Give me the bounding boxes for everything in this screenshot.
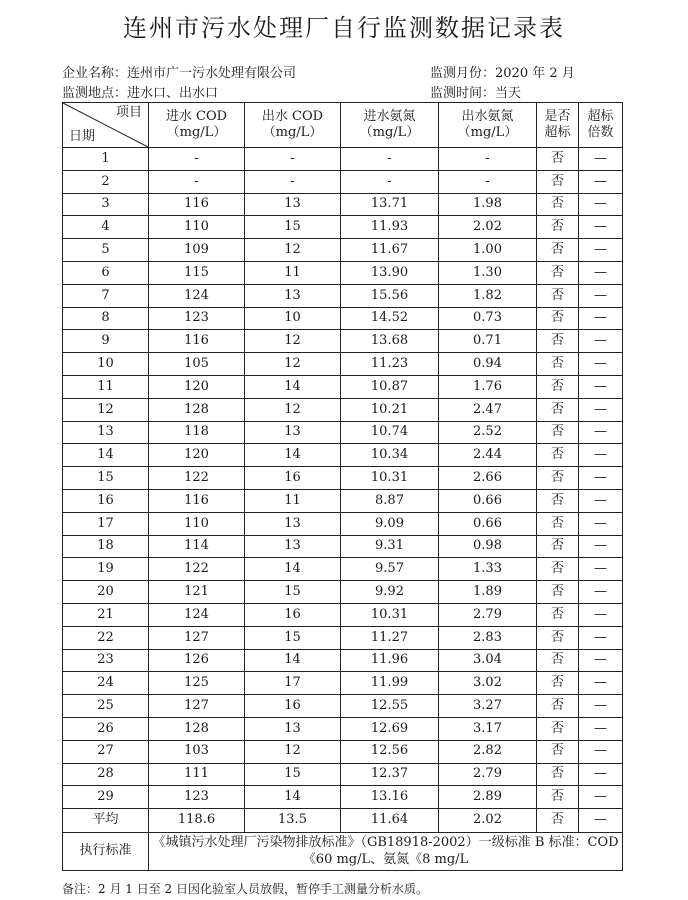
table-cell: 否 bbox=[537, 626, 579, 649]
table-cell: 否 bbox=[537, 261, 579, 284]
table-cell: 111 bbox=[149, 763, 245, 786]
table-cell: 16 bbox=[63, 489, 149, 512]
table-cell: 否 bbox=[537, 467, 579, 490]
table-cell: 13 bbox=[245, 284, 341, 307]
table-cell: 11.67 bbox=[341, 239, 439, 262]
table-cell: 14 bbox=[245, 558, 341, 581]
table-cell: — bbox=[579, 239, 623, 262]
table-cell: — bbox=[579, 649, 623, 672]
table-row bbox=[63, 284, 623, 307]
table-cell: 118 bbox=[149, 421, 245, 444]
table-row bbox=[63, 740, 623, 763]
table-cell: 17 bbox=[245, 672, 341, 695]
table-cell: 123 bbox=[149, 786, 245, 809]
table-cell: 否 bbox=[537, 489, 579, 512]
table-cell: 12 bbox=[245, 353, 341, 376]
table-cell: 2.47 bbox=[439, 398, 537, 421]
table-cell: 28 bbox=[63, 763, 149, 786]
table-cell: 15 bbox=[245, 626, 341, 649]
average-row bbox=[63, 809, 623, 833]
table-cell: 0.98 bbox=[439, 535, 537, 558]
table-cell: 2.83 bbox=[439, 626, 537, 649]
table-cell: 否 bbox=[537, 216, 579, 239]
col-header: 出水氨氮 （mg/L） bbox=[439, 103, 537, 148]
header-row bbox=[63, 103, 623, 148]
table-cell: 12.55 bbox=[341, 695, 439, 718]
table-row bbox=[63, 170, 623, 193]
table-cell: — bbox=[579, 512, 623, 535]
table-cell: 否 bbox=[537, 444, 579, 467]
table-cell: 22 bbox=[63, 626, 149, 649]
table-cell: — bbox=[579, 261, 623, 284]
table-cell: 7 bbox=[63, 284, 149, 307]
average-cell: 11.64 bbox=[341, 809, 439, 833]
table-cell: — bbox=[579, 284, 623, 307]
table-cell: 127 bbox=[149, 695, 245, 718]
table-cell: — bbox=[579, 695, 623, 718]
table-row bbox=[63, 489, 623, 512]
table-cell: 否 bbox=[537, 148, 579, 171]
table-cell: 否 bbox=[537, 717, 579, 740]
table-cell: — bbox=[579, 763, 623, 786]
table-cell: — bbox=[579, 626, 623, 649]
table-cell: 12 bbox=[63, 398, 149, 421]
table-cell: 11.27 bbox=[341, 626, 439, 649]
table-cell: 5 bbox=[63, 239, 149, 262]
standard-text: 《城镇污水处理厂污染物排放标准》（GB18918-2002）一级标准 B 标准：COD《60 mg/L、氨氮《8 mg/L bbox=[149, 833, 623, 871]
table-cell: 9.92 bbox=[341, 581, 439, 604]
table-cell: - bbox=[341, 148, 439, 171]
table-cell: 21 bbox=[63, 603, 149, 626]
table-cell: 10 bbox=[245, 307, 341, 330]
table-cell: 12 bbox=[245, 740, 341, 763]
table-row bbox=[63, 148, 623, 171]
table-cell: 13.71 bbox=[341, 193, 439, 216]
table-cell: 122 bbox=[149, 467, 245, 490]
table-cell: 15 bbox=[245, 581, 341, 604]
table-cell: 116 bbox=[149, 330, 245, 353]
table-cell: 20 bbox=[63, 581, 149, 604]
table-cell: 3.27 bbox=[439, 695, 537, 718]
table-cell: 否 bbox=[537, 649, 579, 672]
table-cell: 11 bbox=[245, 261, 341, 284]
table-cell: 2.44 bbox=[439, 444, 537, 467]
table-cell: 0.66 bbox=[439, 489, 537, 512]
table-row bbox=[63, 763, 623, 786]
table-cell: 2 bbox=[63, 170, 149, 193]
table-row bbox=[63, 467, 623, 490]
table-cell: 16 bbox=[245, 695, 341, 718]
table-cell: 2.79 bbox=[439, 603, 537, 626]
table-cell: 11 bbox=[245, 489, 341, 512]
page-title: 连州市污水处理厂自行监测数据记录表 bbox=[123, 14, 565, 42]
table-cell: 0.73 bbox=[439, 307, 537, 330]
table-cell: 否 bbox=[537, 535, 579, 558]
table-cell: 13.68 bbox=[341, 330, 439, 353]
table-cell: 123 bbox=[149, 307, 245, 330]
table-cell: — bbox=[579, 216, 623, 239]
table-cell: 3.04 bbox=[439, 649, 537, 672]
table-cell: - bbox=[245, 148, 341, 171]
average-cell: 118.6 bbox=[149, 809, 245, 833]
table-cell: 121 bbox=[149, 581, 245, 604]
table-cell: 13 bbox=[63, 421, 149, 444]
standard-label: 执行标准 bbox=[63, 833, 149, 871]
table-cell: 122 bbox=[149, 558, 245, 581]
table-cell: 3 bbox=[63, 193, 149, 216]
table-cell: 10.21 bbox=[341, 398, 439, 421]
table-cell: 2.82 bbox=[439, 740, 537, 763]
table-row bbox=[63, 512, 623, 535]
monitoring-time: 监测时间：当天 bbox=[430, 86, 522, 101]
table-cell: 120 bbox=[149, 375, 245, 398]
table-cell: 13 bbox=[245, 717, 341, 740]
corner-date-label: 日期 bbox=[69, 128, 96, 144]
table-cell: 0.94 bbox=[439, 353, 537, 376]
table-cell: 1 bbox=[63, 148, 149, 171]
table-cell: 否 bbox=[537, 581, 579, 604]
table-cell: 9 bbox=[63, 330, 149, 353]
table-row bbox=[63, 535, 623, 558]
table-cell: — bbox=[579, 603, 623, 626]
table-cell: 否 bbox=[537, 763, 579, 786]
table-cell: 13.90 bbox=[341, 261, 439, 284]
table-cell: 否 bbox=[537, 375, 579, 398]
monitoring-location: 监测地点：进水口、出水口 bbox=[62, 86, 219, 101]
table-row bbox=[63, 649, 623, 672]
table-cell: 1.98 bbox=[439, 193, 537, 216]
table-cell: 14 bbox=[245, 444, 341, 467]
table-cell: 125 bbox=[149, 672, 245, 695]
table-cell: 103 bbox=[149, 740, 245, 763]
table-cell: 10 bbox=[63, 353, 149, 376]
table-cell: 15 bbox=[245, 763, 341, 786]
table-cell: 116 bbox=[149, 193, 245, 216]
table-cell: 14 bbox=[63, 444, 149, 467]
table-cell: 110 bbox=[149, 512, 245, 535]
table-cell: 9.57 bbox=[341, 558, 439, 581]
table-cell: - bbox=[245, 170, 341, 193]
table-cell: 2.66 bbox=[439, 467, 537, 490]
table-cell: 11.99 bbox=[341, 672, 439, 695]
table-row bbox=[63, 330, 623, 353]
table-cell: - bbox=[149, 170, 245, 193]
table-cell: 1.30 bbox=[439, 261, 537, 284]
table-row bbox=[63, 695, 623, 718]
table-cell: 2.52 bbox=[439, 421, 537, 444]
col-header: 超标 倍数 bbox=[579, 103, 623, 148]
table-cell: — bbox=[579, 330, 623, 353]
table-cell: 0.66 bbox=[439, 512, 537, 535]
table-cell: 否 bbox=[537, 193, 579, 216]
col-header: 进水 COD （mg/L） bbox=[149, 103, 245, 148]
table-cell: - bbox=[149, 148, 245, 171]
table-cell: 13 bbox=[245, 193, 341, 216]
table-cell: 否 bbox=[537, 695, 579, 718]
table-cell: — bbox=[579, 535, 623, 558]
table-cell: — bbox=[579, 375, 623, 398]
table-cell: 120 bbox=[149, 444, 245, 467]
table-row bbox=[63, 307, 623, 330]
table-cell: 4 bbox=[63, 216, 149, 239]
average-cell: 2.02 bbox=[439, 809, 537, 833]
table-cell: 12.37 bbox=[341, 763, 439, 786]
table-cell: — bbox=[579, 148, 623, 171]
table-cell: 13.16 bbox=[341, 786, 439, 809]
table-cell: 2.79 bbox=[439, 763, 537, 786]
table-cell: 否 bbox=[537, 239, 579, 262]
table-cell: 24 bbox=[63, 672, 149, 695]
table-cell: — bbox=[579, 489, 623, 512]
standard-row bbox=[63, 833, 623, 871]
table-cell: 14 bbox=[245, 375, 341, 398]
table-cell: — bbox=[579, 581, 623, 604]
table-row bbox=[63, 672, 623, 695]
table-cell: 12 bbox=[245, 330, 341, 353]
table-cell: 128 bbox=[149, 398, 245, 421]
table-row bbox=[63, 421, 623, 444]
table-cell: 否 bbox=[537, 512, 579, 535]
table-cell: 3.17 bbox=[439, 717, 537, 740]
table-cell: 16 bbox=[245, 467, 341, 490]
col-header: 出水 COD （mg/L） bbox=[245, 103, 341, 148]
table-cell: — bbox=[579, 717, 623, 740]
table-cell: 17 bbox=[63, 512, 149, 535]
table-cell: 2.89 bbox=[439, 786, 537, 809]
table-cell: 9.09 bbox=[341, 512, 439, 535]
table-cell: 2.02 bbox=[439, 216, 537, 239]
table-row bbox=[63, 786, 623, 809]
table-cell: 25 bbox=[63, 695, 149, 718]
table-cell: 10.87 bbox=[341, 375, 439, 398]
table-cell: - bbox=[341, 170, 439, 193]
table-cell: 116 bbox=[149, 489, 245, 512]
table-cell: 否 bbox=[537, 603, 579, 626]
table-cell: 14.52 bbox=[341, 307, 439, 330]
table-row bbox=[63, 581, 623, 604]
table-cell: 1.00 bbox=[439, 239, 537, 262]
table-cell: 否 bbox=[537, 353, 579, 376]
table-row bbox=[63, 261, 623, 284]
table-cell: 114 bbox=[149, 535, 245, 558]
table-cell: 13 bbox=[245, 512, 341, 535]
table-cell: 26 bbox=[63, 717, 149, 740]
table-cell: — bbox=[579, 672, 623, 695]
table-cell: 10.74 bbox=[341, 421, 439, 444]
corner-header bbox=[63, 103, 149, 148]
table-row bbox=[63, 398, 623, 421]
table-cell: — bbox=[579, 467, 623, 490]
table-cell: — bbox=[579, 353, 623, 376]
table-cell: 10.31 bbox=[341, 467, 439, 490]
footnote: 备注：2 月 1 日至 2 日因化验室人员放假，暂停手工测量分析水质。 bbox=[62, 882, 428, 896]
table-cell: — bbox=[579, 398, 623, 421]
table-cell: 1.82 bbox=[439, 284, 537, 307]
table-cell: 115 bbox=[149, 261, 245, 284]
table-cell: 19 bbox=[63, 558, 149, 581]
table-cell: — bbox=[579, 307, 623, 330]
table-cell: 1.89 bbox=[439, 581, 537, 604]
table-cell: — bbox=[579, 740, 623, 763]
table-cell: — bbox=[579, 558, 623, 581]
table-cell: 11.96 bbox=[341, 649, 439, 672]
table-row bbox=[63, 239, 623, 262]
average-cell: 平均 bbox=[63, 809, 149, 833]
table-cell: 11 bbox=[63, 375, 149, 398]
table-cell: 10.34 bbox=[341, 444, 439, 467]
table-cell: 8.87 bbox=[341, 489, 439, 512]
table-cell: 11.23 bbox=[341, 353, 439, 376]
table-cell: 否 bbox=[537, 284, 579, 307]
table-cell: 8 bbox=[63, 307, 149, 330]
table-cell: 15 bbox=[245, 216, 341, 239]
table-cell: 否 bbox=[537, 421, 579, 444]
table-cell: 否 bbox=[537, 307, 579, 330]
table-cell: 否 bbox=[537, 672, 579, 695]
table-cell: 12 bbox=[245, 239, 341, 262]
table-cell: 29 bbox=[63, 786, 149, 809]
table-cell: 128 bbox=[149, 717, 245, 740]
table-cell: 127 bbox=[149, 626, 245, 649]
table-cell: 15 bbox=[63, 467, 149, 490]
average-cell: 13.5 bbox=[245, 809, 341, 833]
table-cell: 1.33 bbox=[439, 558, 537, 581]
table-cell: 11.93 bbox=[341, 216, 439, 239]
table-cell: 1.76 bbox=[439, 375, 537, 398]
table-cell: 13 bbox=[245, 535, 341, 558]
table-cell: 14 bbox=[245, 649, 341, 672]
table-cell: — bbox=[579, 421, 623, 444]
table-cell: 10.31 bbox=[341, 603, 439, 626]
table-cell: 18 bbox=[63, 535, 149, 558]
table-row bbox=[63, 193, 623, 216]
table-cell: 否 bbox=[537, 170, 579, 193]
corner-item-label: 项目 bbox=[115, 105, 142, 120]
table-cell: - bbox=[439, 148, 537, 171]
table-cell: 12.69 bbox=[341, 717, 439, 740]
table-row bbox=[63, 216, 623, 239]
table-cell: 105 bbox=[149, 353, 245, 376]
monitoring-month: 监测月份：2020 年 2 月 bbox=[430, 66, 575, 81]
table-cell: 14 bbox=[245, 786, 341, 809]
table-cell: — bbox=[579, 170, 623, 193]
col-header: 是否 超标 bbox=[537, 103, 579, 148]
table-cell: 否 bbox=[537, 740, 579, 763]
table-cell: — bbox=[579, 786, 623, 809]
table-cell: 12 bbox=[245, 398, 341, 421]
table-cell: 9.31 bbox=[341, 535, 439, 558]
table-cell: 否 bbox=[537, 786, 579, 809]
company-name: 企业名称：连州市广一污水处理有限公司 bbox=[62, 66, 297, 81]
table-cell: 15.56 bbox=[341, 284, 439, 307]
table-cell: 27 bbox=[63, 740, 149, 763]
table-cell: 0.71 bbox=[439, 330, 537, 353]
table-cell: 否 bbox=[537, 330, 579, 353]
table-row bbox=[63, 375, 623, 398]
table-cell: 6 bbox=[63, 261, 149, 284]
table-row bbox=[63, 558, 623, 581]
table-cell: 23 bbox=[63, 649, 149, 672]
table-cell: 3.02 bbox=[439, 672, 537, 695]
table-row bbox=[63, 717, 623, 740]
table-cell: 16 bbox=[245, 603, 341, 626]
col-header: 进水氨氮 （mg/L） bbox=[341, 103, 439, 148]
table-cell: 110 bbox=[149, 216, 245, 239]
table-cell: 109 bbox=[149, 239, 245, 262]
table-cell: 13 bbox=[245, 421, 341, 444]
table-cell: - bbox=[439, 170, 537, 193]
average-cell: — bbox=[579, 809, 623, 833]
table-cell: 12.56 bbox=[341, 740, 439, 763]
table-cell: 124 bbox=[149, 284, 245, 307]
table-cell: 否 bbox=[537, 398, 579, 421]
monitoring-table bbox=[62, 102, 623, 871]
table-cell: — bbox=[579, 444, 623, 467]
table-cell: 否 bbox=[537, 558, 579, 581]
table-row bbox=[63, 603, 623, 626]
average-cell: 否 bbox=[537, 809, 579, 833]
table-row bbox=[63, 626, 623, 649]
table-row bbox=[63, 444, 623, 467]
table-cell: — bbox=[579, 193, 623, 216]
table-row bbox=[63, 353, 623, 376]
table-cell: 126 bbox=[149, 649, 245, 672]
table-cell: 124 bbox=[149, 603, 245, 626]
